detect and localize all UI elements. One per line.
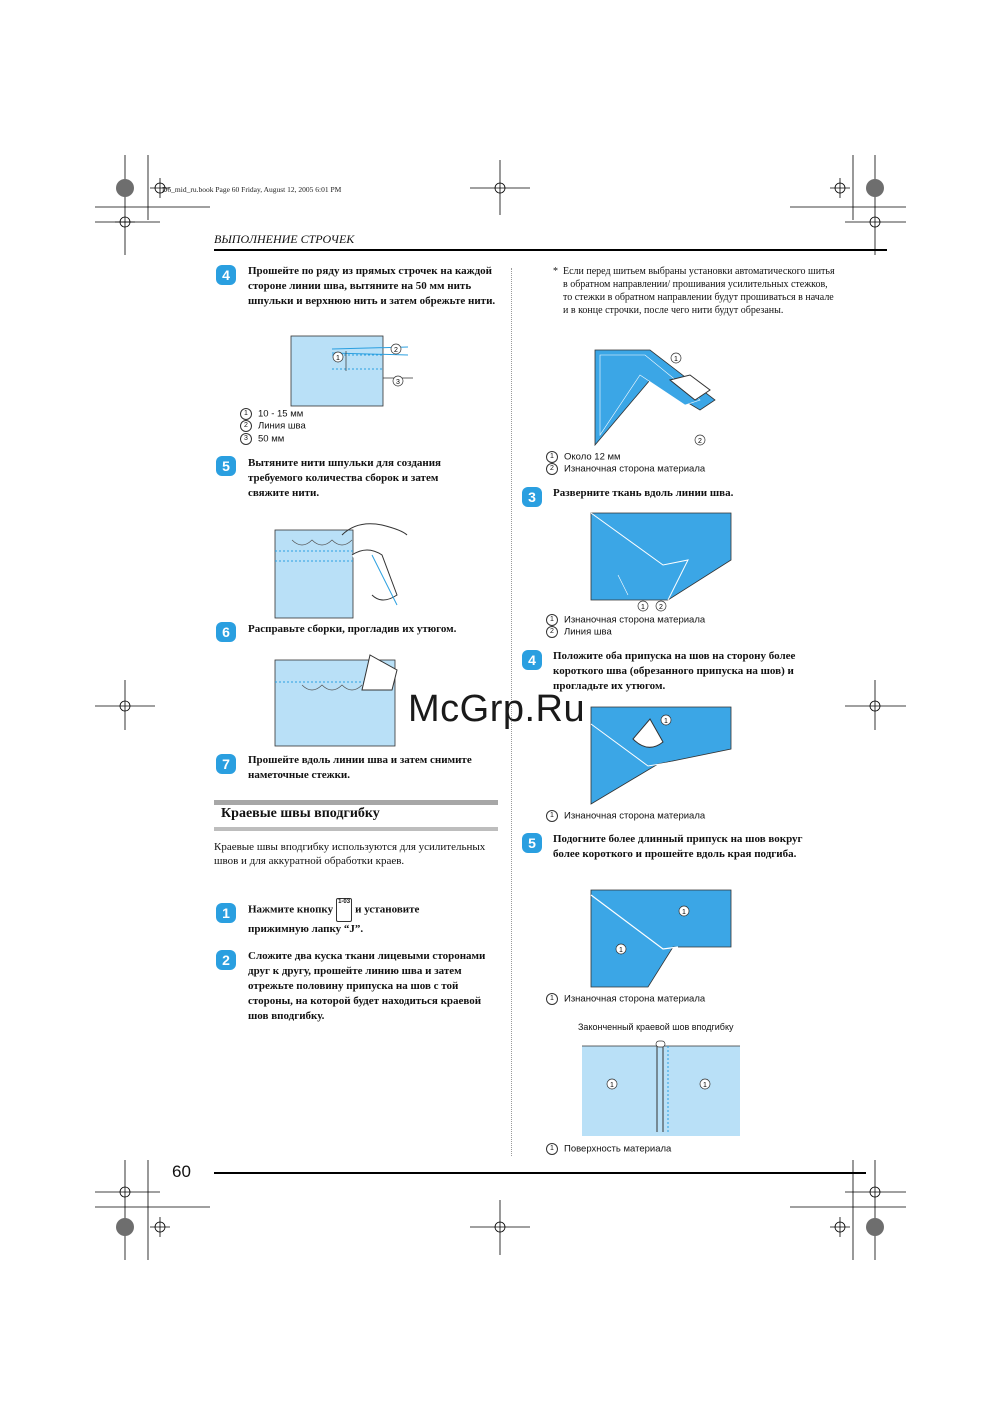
fig-label-1: 1 — [610, 1082, 614, 1089]
figure-open-fabric — [588, 510, 734, 614]
watermark: McGrp.Ru — [408, 688, 586, 730]
step-4-text: Прошейте по ряду из прямых строчек на каждой стороне линии шва, вытяните на 50 мм нить шпульки и верхнюю нить и затем обрежьте нити. — [248, 265, 496, 307]
section-title: Краевые швы вподгибку — [221, 806, 380, 821]
note-marker: * — [553, 266, 558, 277]
step-number-4: 4 — [216, 265, 236, 285]
section-bar-top — [214, 800, 498, 805]
step-7-text: Прошейте вдоль линии шва и затем снимите наметочные стежки. — [248, 754, 472, 781]
step-1-text: Нажмите кнопку1-03и установите прижимную лапку “J”. — [248, 899, 420, 935]
page-header-title: ВЫПОЛНЕНИЕ СТРОЧЕК — [214, 232, 355, 246]
legend-b-1: 1 Около 12 мм — [546, 451, 621, 464]
step-number-3: 3 — [522, 487, 542, 507]
footer-rule — [214, 1172, 866, 1174]
step-number-2: 2 — [216, 950, 236, 970]
fig-label-2: 2 — [659, 604, 663, 611]
legend-c-1: 1 Изнаночная сторона материала — [546, 614, 705, 627]
fig-label-2: 2 — [394, 347, 398, 354]
figure-gathering-hands — [272, 515, 412, 620]
fig-label-1: 1 — [674, 356, 678, 363]
file-info: D6_mid_ru.book Page 60 Friday, August 12, 2005 6:01 PM — [162, 185, 342, 194]
figure-fold-stitch — [588, 887, 734, 991]
figure-ironing-gathers — [272, 650, 402, 748]
fig-label-1: 1 — [619, 947, 623, 954]
fig-label-1: 1 — [336, 355, 340, 362]
legend-f-1: 1 Поверхность материала — [546, 1143, 671, 1156]
step-number-4-right: 4 — [522, 650, 542, 670]
page-number: 60 — [172, 1162, 191, 1181]
step-6-text: Расправьте сборки, прогладив их утюгом. — [248, 623, 457, 635]
fig-label-3: 3 — [396, 379, 400, 386]
section-intro: Краевые швы вподгибку используются для усилительных швов и для аккуратной обработки краев. — [214, 841, 486, 867]
legend-b-2: 2 Изнаночная сторона материала — [546, 463, 705, 476]
step-4-right-text: Положите оба припуска на шов на сторону более короткого шва (обрезанного припуска на шов) и прогладьте их утюгом. — [553, 650, 796, 692]
step-5-right-text: Подогните более длинный припуск на шов вокруг более короткого и прошейте вдоль края подгиба. — [553, 833, 803, 860]
legend-e-1: 1 Изнаночная сторона материала — [546, 993, 705, 1006]
fig-label-2: 2 — [698, 438, 702, 445]
legend-a-1: 1 10 - 15 мм — [240, 408, 303, 421]
legend-a-3: 3 50 мм — [240, 433, 284, 446]
header-rule — [214, 249, 887, 251]
section-bar-bottom — [214, 827, 498, 831]
step-number-6: 6 — [216, 622, 236, 642]
step-5-text: Вытяните нити шпульки для создания требуемого количества сборок и затем свяжите нити. — [248, 457, 442, 499]
legend-d-1: 1 Изнаночная сторона материала — [546, 810, 705, 823]
fig-label-1: 1 — [664, 718, 668, 725]
legend-c-2: 2 Линия шва — [546, 626, 612, 639]
step-number-1: 1 — [216, 903, 236, 923]
note-text: Если перед шитьем выбраны установки автоматического шитья в обратном направлении/ прошивания усилительных стежков, то стежки в обратном направлении будут прошиваться в начале и в конце строчки, после чего нити будут обрезаны. — [563, 266, 835, 316]
step-3-text: Разверните ткань вдоль линии шва. — [553, 487, 734, 499]
figure-stitch-lines — [288, 333, 428, 408]
figure-finished-seam — [580, 1040, 744, 1140]
step-number-7: 7 — [216, 754, 236, 774]
fig-label-1: 1 — [641, 604, 645, 611]
step-number-5-right: 5 — [522, 833, 542, 853]
step-number-5: 5 — [216, 456, 236, 476]
figure-iron-seam — [588, 704, 734, 808]
fig-label-1: 1 — [682, 909, 686, 916]
legend-a-2: 2 Линия шва — [240, 420, 306, 433]
step-2-text: Сложите два куска ткани лицевыми сторонами друг к другу, прошейте линию шва и затем отрежьте половину припуска на шов с той стороны, на которой будет находиться краевой шов вподгибку. — [248, 950, 486, 1022]
finished-caption: Законченный краевой шов вподгибку — [578, 1022, 734, 1032]
presser-foot-button-icon: 1-03 — [336, 898, 352, 922]
fig-label-1: 1 — [703, 1082, 707, 1089]
figure-reverse-stitch — [590, 345, 725, 450]
